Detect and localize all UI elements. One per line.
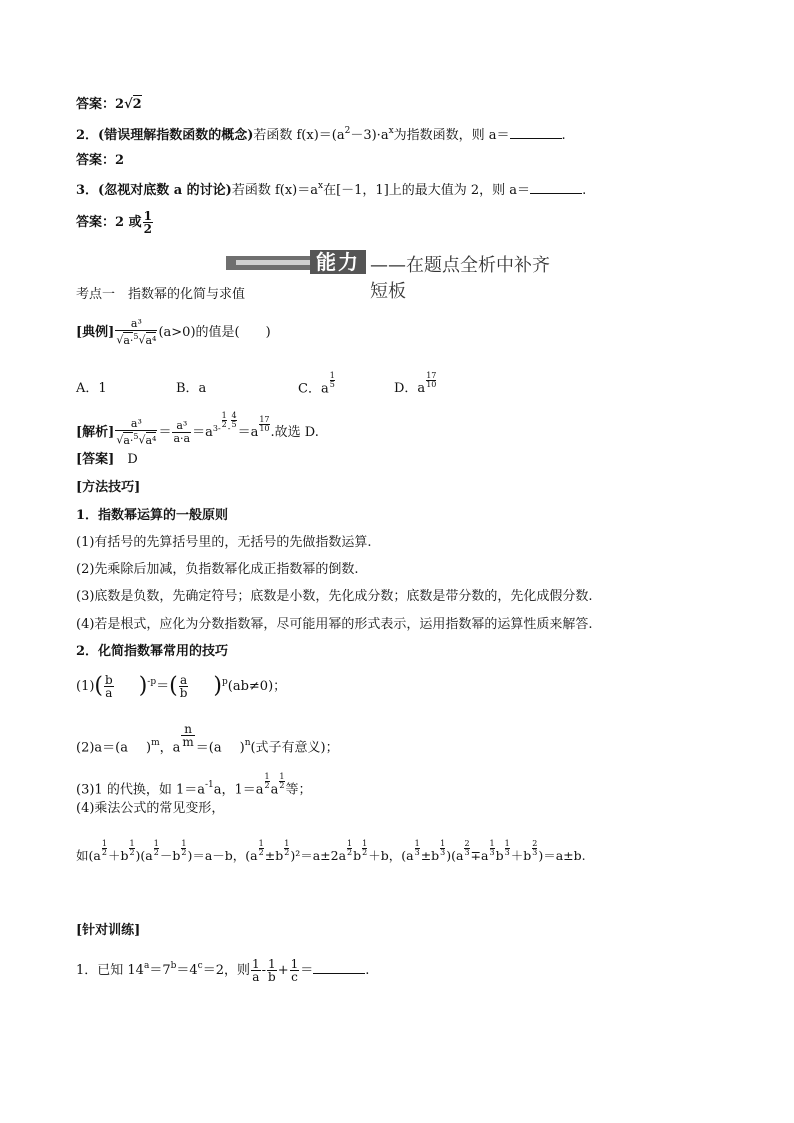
answer-1: 答案：2√2 [76, 97, 142, 112]
rule-2-title: 2．化简指数幂常用的技巧 [76, 644, 229, 659]
banner-badge: 能力 [310, 250, 366, 274]
answer-blank[interactable] [313, 961, 365, 974]
topic-title: 考点一 指数幂的化简与求值 [76, 287, 246, 302]
formula-line: 如(a $\frac{1}{2}$ ＋b $\frac{1}{2}$ )(a $\frac{1}{2}$ －b $\frac{1}{2}$ )＝a－b，(a $\frac{1}{2}$ ±b $\frac{1}{2}$ )²＝a±2a $\frac{1}{2}$ b $\frac{1}{2}$ ＋b，(a $\frac{1}{3}$ ±b $\frac{1}{3}$ )(a $\frac{2}{3}$ ∓a $\frac{1}{3}$ b $\frac{1}{3}$ ＋b $\frac{2}{3}$ )＝a±b. [76, 839, 586, 864]
banner-bar-highlight [236, 260, 310, 265]
options-row [76, 372, 437, 397]
question-3: 3．(忽视对底数 a 的讨论)若函数 $f(x)=a^x$在[－1，1]上的最大值为 2，则 a＝ . [76, 181, 587, 198]
solution: [解析] $\frac{\text{a³}}{√a\cdot^5√a^4}$ ＝ $\frac{\text{a³}}{a\cdot a}$ $=a^{3- \frac{1}{2} - \frac{4}{5}}$ ＝a $\frac{17}{10}$ .故选 D. [76, 411, 319, 447]
technique-3: (3)1 的代换，如 $1=a^{-1}a$，1＝a $\frac{1}{2}$ a $\frac{1}{2}$ 等； [76, 772, 312, 798]
method-title: [方法技巧] [76, 480, 141, 495]
example: [典例] $\frac{\text{a³}}{√a\cdot^5√a^4}$ (a>0)的值是( ) [76, 317, 271, 347]
banner-subtitle: ——在题点全析中补齐短板 [370, 255, 550, 302]
option-c[interactable]: C．a $\frac{1}{5}$ [298, 371, 335, 397]
answer-3: 答案：2 或 $\frac{1}{2}$ [76, 209, 152, 236]
option-b[interactable]: B．a [176, 381, 207, 397]
rule-1-item-3: (3)底数是负数，先确定符号；底数是小数，先化成分数；底数是带分数的，先化成假分数. [76, 589, 593, 604]
rule-1-item-2: (2)先乘除后加减，负指数幂化成正指数幂的倒数. [76, 562, 359, 577]
technique-1: (1)( $\frac{b}{a}$ )$^{-p}$＝( $\frac{a}{b}$ )$^p$(ab≠0)； [76, 673, 287, 700]
rule-1-item-4: (4)若是根式，应化为分数指数幂，尽可能用幂的形式表示，运用指数幂的运算性质来解答. [76, 617, 593, 632]
technique-4: (4)乘法公式的常见变形， [76, 801, 225, 816]
option-a[interactable]: A．1 [76, 381, 107, 397]
answer-blank[interactable] [510, 126, 562, 139]
training-title: [针对训练] [76, 923, 141, 938]
training-question-1: 1．已知 $14^a=7^b=4^c=2$，则 $\frac{1}{a}$ - $\frac{1}{b}$ + $\frac{1}{c}$ ＝ . [76, 957, 370, 984]
option-d[interactable]: D．a $\frac{17}{10}$ [394, 371, 437, 397]
answer-blank[interactable] [530, 181, 582, 194]
answer-label: [答案] D [76, 452, 138, 467]
rule-1-item-1: (1)有括号的先算括号里的，无括号的先做指数运算. [76, 535, 372, 550]
answer-2: 答案：2 [76, 153, 125, 168]
section-banner [226, 250, 566, 302]
question-2: 2．(错误理解指数函数的概念)若函数 $f(x)=(a^2-3)\cdot a^x$为指数函数，则 a＝ . [76, 126, 566, 143]
rule-1-title: 1．指数幂运算的一般原则 [76, 508, 229, 523]
technique-2: (2)a＝(a )$^m$，a $\frac{n}{m}$ ＝(a )$^n$(式子有意义)； [76, 722, 339, 756]
